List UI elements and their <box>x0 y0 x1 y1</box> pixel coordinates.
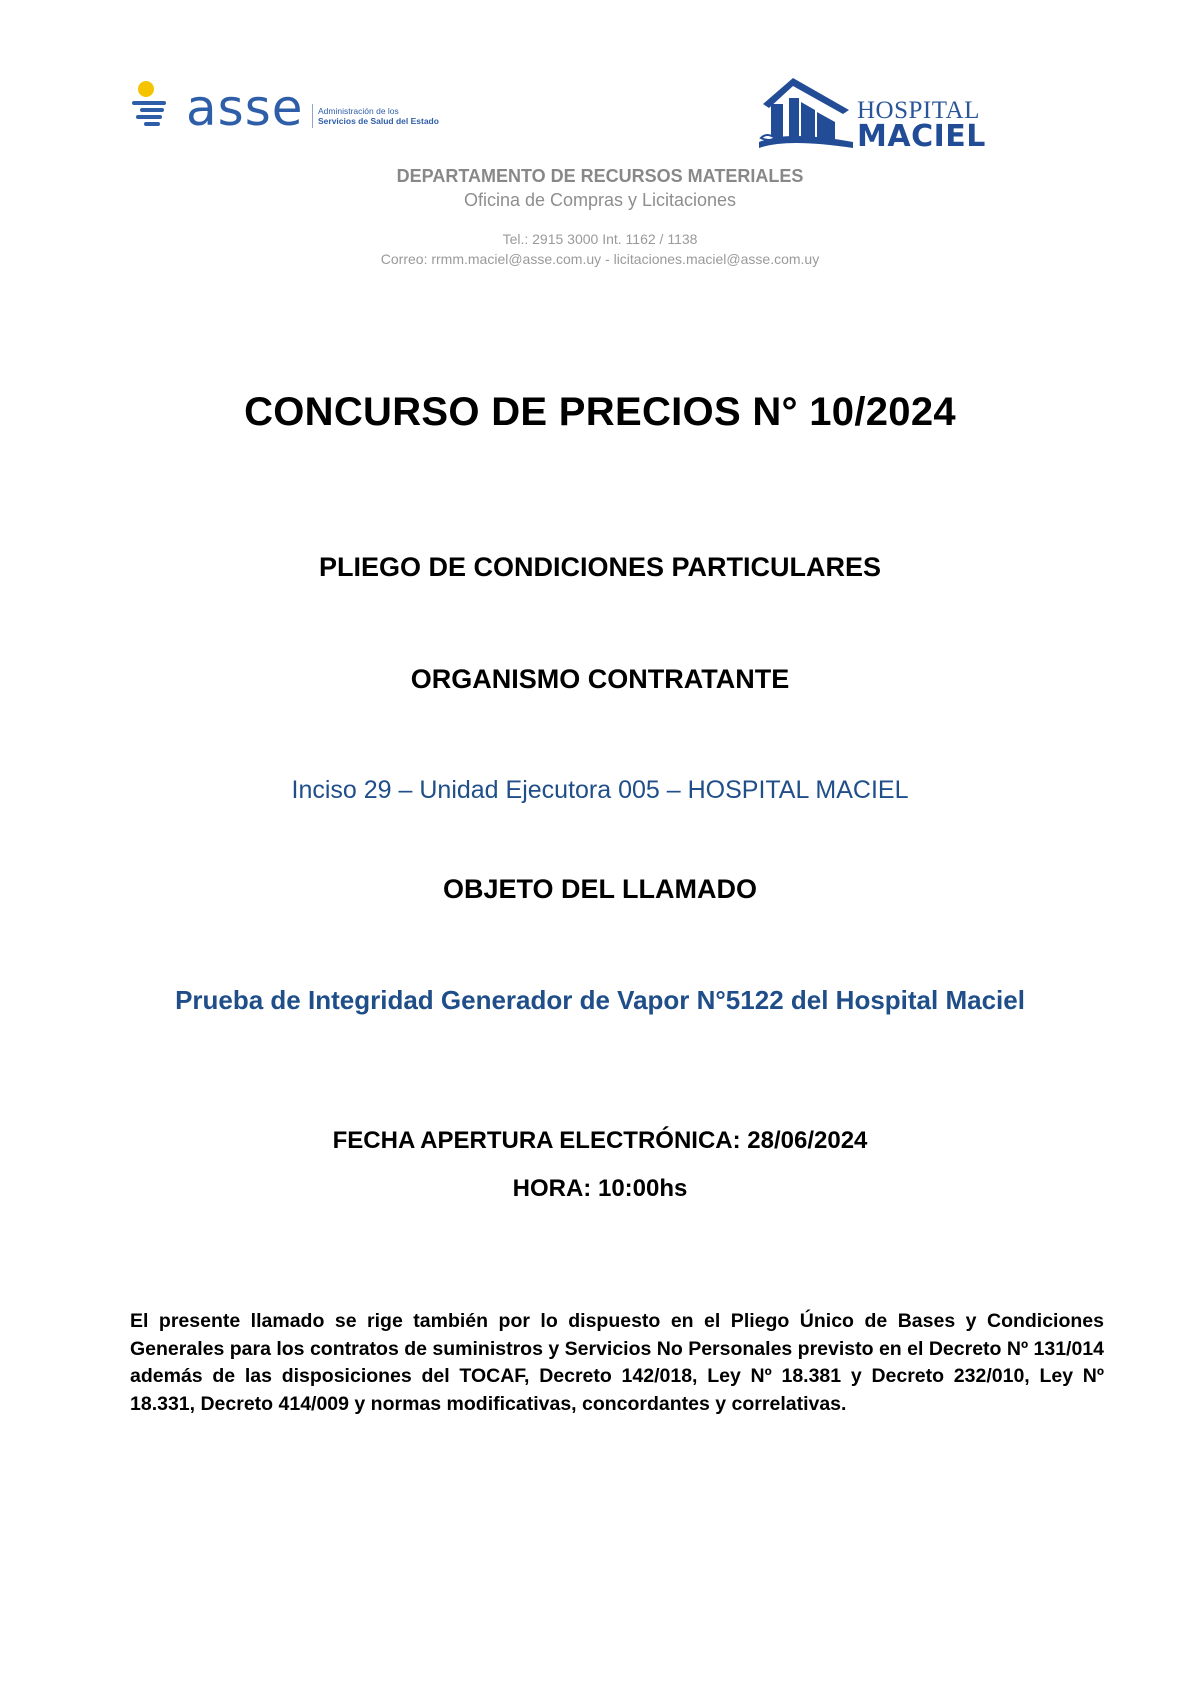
organismo-heading: ORGANISMO CONTRATANTE <box>410 664 790 694</box>
asse-tagline-line-1: Administración de los <box>318 106 399 116</box>
office-name: Oficina de Compras y Licitaciones <box>463 190 737 210</box>
opening-time: HORA: 10:00hs <box>512 1175 688 1202</box>
hospital-building-icon <box>757 72 857 152</box>
asse-tagline <box>318 106 458 126</box>
document-title: CONCURSO DE PRECIOS N° 10/2024 <box>244 390 956 434</box>
hospital-logo-line-1: HOSPITAL <box>857 97 980 124</box>
objeto-heading: OBJETO DEL LLAMADO <box>442 874 758 904</box>
contact-phone: Tel.: 2915 3000 Int. 1162 / 1138 <box>502 231 698 247</box>
organismo-value: Inciso 29 – Unidad Ejecutora 005 – HOSPITAL MACIEL <box>291 776 909 804</box>
asse-sun-icon <box>130 80 188 138</box>
opening-date: FECHA APERTURA ELECTRÓNICA: 28/06/2024 <box>332 1127 868 1154</box>
hospital-logo-line-2: MACIEL <box>857 119 986 154</box>
asse-divider <box>312 104 313 128</box>
hospital-maciel-logo <box>757 72 1027 152</box>
contact-email: Correo: rrmm.maciel@asse.com.uy - licitaciones.maciel@asse.com.uy <box>380 251 820 267</box>
asse-tagline-line-2: Servicios de Salud del Estado <box>318 116 439 126</box>
objeto-value: Prueba de Integridad Generador de Vapor N°5122 del Hospital Maciel <box>175 985 1025 1015</box>
asse-wordmark: asse <box>186 79 304 137</box>
document-subtitle: PLIEGO DE CONDICIONES PARTICULARES <box>318 552 882 582</box>
department-name: DEPARTAMENTO DE RECURSOS MATERIALES <box>396 166 804 186</box>
asse-logo <box>130 80 450 140</box>
legal-paragraph: El presente llamado se rige también por lo dispuesto en el Pliego Único de Bases y Condiciones Generales para los contratos de suministros y Servicios No Personales previsto en el Decreto Nº 131/014 además de las disposiciones del TOCAF, Decreto 142/018, Ley Nº 18.381 y Decreto 232/010, Ley Nº 18.331, Decreto 414/009 y normas modificativas, concordantes y correlativas. <box>130 1310 1104 1415</box>
